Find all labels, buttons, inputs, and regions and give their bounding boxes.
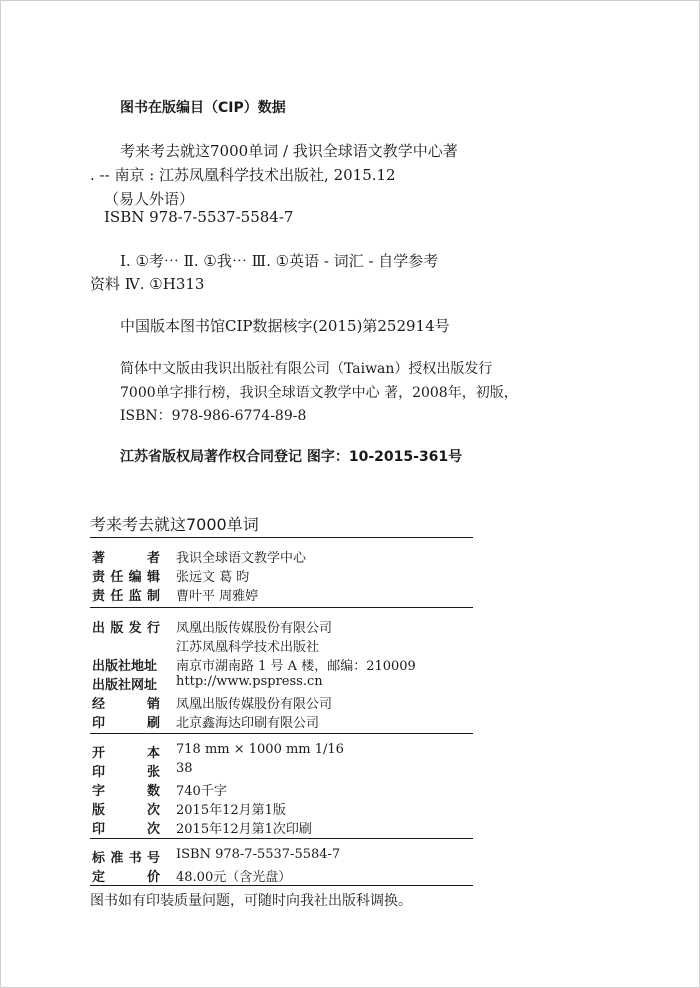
distributor-label: 经 销 (92, 697, 160, 712)
spec-label-format: 开 本 (92, 746, 160, 761)
credit-value-editor: 张远文 葛 昀 (176, 570, 250, 585)
credit-value-supervisor: 曹叶平 周雅婷 (176, 589, 259, 604)
spec-label-edition: 版 次 (92, 803, 160, 818)
credit-label-editor: 责 任 编 辑 (92, 570, 160, 585)
divider-publishing (90, 733, 473, 734)
spec-label-sheets: 印 张 (92, 765, 160, 780)
spec-label-wordcount: 字 数 (92, 784, 160, 799)
publisher-website-value: http://www.pspress.cn (176, 674, 323, 689)
publisher-address-label: 出版社地址 (92, 659, 158, 674)
printer-label: 印 刷 (92, 716, 160, 731)
spec-value-sheets: 38 (176, 761, 193, 776)
divider-credits (90, 607, 473, 608)
book-title: 考来考去就这7000单词 (90, 515, 259, 534)
printer-value: 北京鑫海达印刷有限公司 (176, 716, 320, 731)
publisher-label: 出 版 发 行 (92, 621, 160, 636)
spec-value-printing: 2015年12月第1次印刷 (176, 822, 312, 837)
publisher-address-value: 南京市湖南路 1 号 A 楼，邮编：210009 (176, 659, 416, 674)
divider-specs (90, 838, 473, 839)
license-line-2: 7000单字排行榜，我识全球语文教学中心 著，2008年，初版， (120, 385, 518, 401)
copyright-registration: 江苏省版权局著作权合同登记 图字：10-2015-361号 (120, 449, 463, 465)
cip-isbn: ISBN 978-7-5537-5584-7 (104, 208, 294, 226)
publisher-website-label: 出版社网址 (92, 678, 158, 693)
credit-value-author: 我识全球语文教学中心 (176, 551, 307, 566)
spec-value-wordcount: 740千字 (176, 784, 227, 799)
spec-value-edition: 2015年12月第1版 (176, 803, 286, 818)
cip-series-line: （易人外语） (104, 190, 195, 208)
license-line-1: 简体中文版由我识出版社有限公司（Taiwan）授权出版发行 (120, 361, 493, 377)
cip-number: 中国版本图书馆CIP数据核字(2015)第252914号 (120, 317, 450, 335)
spec-label-printing: 印 次 (92, 822, 160, 837)
pricing-label-price: 定 价 (92, 870, 160, 885)
footer-note: 图书如有印装质量问题，可随时向我社出版科调换。 (90, 893, 412, 909)
credit-label-supervisor: 责 任 监 制 (92, 589, 160, 604)
cip-classification-line-1: Ⅰ. ①考⋯ Ⅱ. ①我⋯ Ⅲ. ①英语 - 词汇 - 自学参考 (120, 252, 439, 270)
cip-publisher-line: . -- 南京 : 江苏凤凰科学技术出版社, 2015.12 (90, 166, 396, 184)
pricing-value-isbn: ISBN 978-7-5537-5584-7 (176, 847, 341, 862)
divider-pricing (90, 885, 473, 886)
distributor-value: 凤凰出版传媒股份有限公司 (176, 697, 333, 712)
pricing-label-isbn: 标 准 书 号 (92, 851, 160, 866)
license-line-3: ISBN：978-986-6774-89-8 (120, 408, 307, 424)
cip-classification-line-2: 资料 Ⅳ. ①H313 (90, 275, 205, 293)
publisher-value-1: 凤凰出版传媒股份有限公司 (176, 621, 333, 636)
credit-label-author: 著 者 (92, 551, 160, 566)
divider-title (90, 537, 473, 538)
publisher-value-2: 江苏凤凰科学技术出版社 (176, 640, 320, 655)
cip-heading: 图书在版编目（CIP）数据 (120, 100, 286, 116)
spec-value-format: 718 mm × 1000 mm 1/16 (176, 742, 344, 757)
cip-title-line: 考来考去就这7000单词 / 我识全球语文教学中心著 (120, 142, 458, 160)
pricing-value-price: 48.00元（含光盘） (176, 870, 292, 885)
